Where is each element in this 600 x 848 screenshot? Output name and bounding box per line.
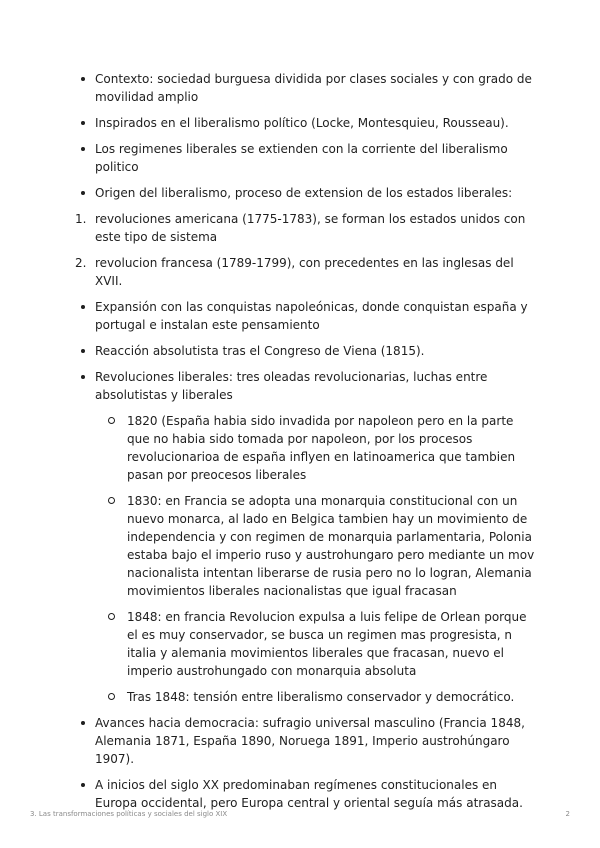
list-item-text: Contexto: sociedad burguesa dividida por clases sociales y con grado de movilidad amplio [95, 72, 532, 104]
bullet-icon [81, 298, 85, 316]
circle-bullet-icon [108, 412, 115, 430]
list-item [75, 70, 535, 106]
list-number: 1. [75, 212, 87, 226]
bullet-icon [81, 70, 85, 88]
list-item-text: revolucion francesa (1789-1799), con precedentes en las inglesas del XVII. [95, 256, 514, 288]
list-item-text: Origen del liberalismo, proceso de extension de los estados liberales: [95, 186, 513, 200]
list-item [75, 114, 535, 132]
list-item-text: revoluciones americana (1775-1783), se forman los estados unidos con este tipo de sistema [95, 212, 526, 244]
bullet-icon [81, 368, 85, 386]
bullet-icon [81, 776, 85, 794]
circle-bullet-icon [108, 608, 115, 626]
list-item [75, 342, 535, 360]
list-number: 2. [75, 256, 87, 270]
sub-list-item [75, 492, 535, 600]
bullet-icon [81, 184, 85, 202]
circle-bullet-icon [108, 688, 115, 706]
document-body [75, 70, 535, 820]
list-item [75, 714, 535, 768]
sub-list-item [75, 412, 535, 484]
page-number: 2 [565, 810, 570, 818]
numbered-item [75, 210, 535, 246]
list-item-text: 1830: en Francia se adopta una monarquia constitucional con un nuevo monarca, al lado en Belgica tambien hay un movimiento de independencia y con regimen de monarquia parlamentaria, Polonia estaba bajo el imperio ruso y austrohungaro pero mediante un mov nacionalista intentan liberarse de rusia pero no lo logran, Alemania movimientos liberales nacionalistas que igual fracasan [127, 494, 535, 598]
list-item [75, 368, 535, 404]
list-item-text: Revoluciones liberales: tres oleadas revolucionarias, luchas entre absolutistas y liberales [95, 370, 488, 402]
list-item [75, 776, 535, 812]
list-item [75, 298, 535, 334]
list-item-text: Los regimenes liberales se extienden con la corriente del liberalismo politico [95, 142, 508, 174]
list-item-text: 1820 (España habia sido invadida por napoleon pero en la parte que no habia sido tomada por napoleon, por los procesos revolucionarioa de españa inflyen en latinoamerica que tambien pasan por preocesos liberales [127, 414, 516, 482]
list-item-text: Inspirados en el liberalismo político (Locke, Montesquieu, Rousseau). [95, 116, 509, 130]
list-item-text: A inicios del siglo XX predominaban regímenes constitucionales en Europa occidental, pero Europa central y oriental seguía más atrasada. [95, 778, 523, 810]
footer-title: 3. Las transformaciones políticas y sociales del siglo XIX [30, 810, 228, 818]
bullet-icon [81, 140, 85, 158]
list-item-text: Expansión con las conquistas napoleónicas, donde conquistan españa y portugal e instalan este pensamiento [95, 300, 528, 332]
bullet-icon [81, 114, 85, 132]
list-item [75, 140, 535, 176]
circle-bullet-icon [108, 492, 115, 510]
list-item-text: Tras 1848: tensión entre liberalismo conservador y democrático. [127, 690, 515, 704]
bullet-icon [81, 342, 85, 360]
list-item [75, 184, 535, 202]
numbered-item [75, 254, 535, 290]
sub-list-item [75, 688, 535, 706]
bullet-icon [81, 714, 85, 732]
list-item-text: Reacción absolutista tras el Congreso de Viena (1815). [95, 344, 425, 358]
list-item-text: Avances hacia democracia: sufragio universal masculino (Francia 1848, Alemania 1871, España 1890, Noruega 1891, Imperio austrohúngaro 1907). [95, 716, 525, 766]
sub-list-item [75, 608, 535, 680]
list-item-text: 1848: en francia Revolucion expulsa a luis felipe de Orlean porque el es muy conservador, se busca un regimen mas progresista, n italia y alemania movimientos liberales que fracasan, nuevo el imperio austrohungado con monarquia absoluta [127, 610, 527, 678]
